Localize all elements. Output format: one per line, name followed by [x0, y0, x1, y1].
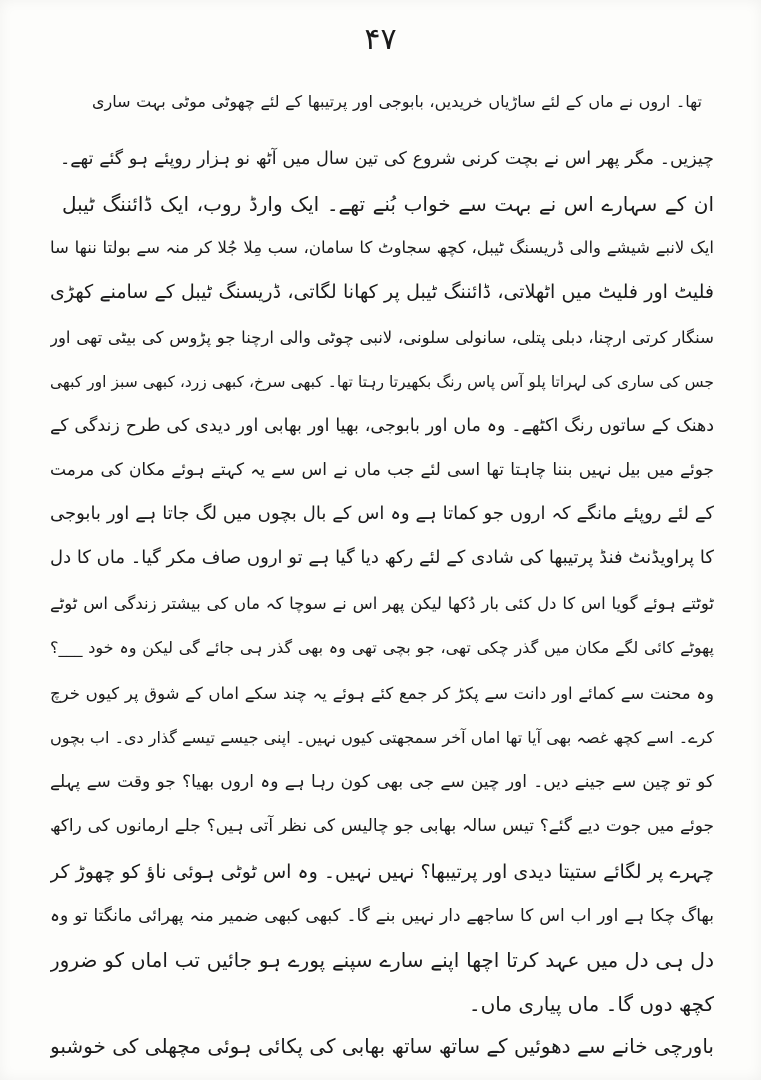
text-line: جس کی ساری کی لہراتا پلو آس پاس رنگ بکھیرتا رہتا تھا۔ کبھی سرخ، کبھی زرد، کبھی سبز اور کبھی — [50, 373, 714, 391]
text-line: کو تو چین سے جینے دیں۔ اور چین سے جی بھی کون رہا ہے وہ اروں بھیا؟ جو وقت سے پہلے — [50, 772, 714, 792]
text-line: ان کے سہارے اس نے بہت سے خواب بُنے تھے۔ ایک وارڈ روب، ایک ڈائننگ ٹیبل — [62, 192, 714, 216]
text-line: ایک لانبے شیشے والی ڈریسنگ ٹیبل، کچھ سجاوٹ کا سامان، سب مِلا جُلا کر منہ سے بولتا ننھا سا — [50, 238, 714, 257]
text-line: پھوٹے کائی لگے مکان میں گذر چکی تھی، جو بچی تھی وہ بھی گذر ہی جائے گی لیکن وہ خود ___؟ — [50, 638, 714, 657]
text-line: چہرے پر لگائے ستیتا دیدی اور پرتیبھا؟ نہیں نہیں۔ وہ اس ٹوٹی ہوئی ناؤ کو چھوڑ کر — [50, 861, 714, 883]
text-line: فلیٹ اور فلیٹ میں اٹھلاتی، ڈائننگ ٹیبل پر کھانا لگاتی، ڈریسنگ ٹیبل کے سامنے کھڑی — [50, 281, 714, 303]
text-line: دل ہی دل میں عہد کرتا اچھا اپنے سارے سپنے پورے ہو جائیں تب اماں کو ضرور — [50, 948, 714, 972]
text-line: سنگار کرتی ارچنا، دبلی پتلی، سانولی سلونی، لانبی چوٹی والی ارچنا جو پڑوس کی بیٹی تھی اور — [50, 328, 714, 347]
text-line: ٹوٹتے ہوئے گویا اس کا دل کئی بار دُکھا لیکن پھر اس نے سوچا کہ ماں کی بیشتر زندگی اس ٹوٹے — [50, 594, 714, 613]
text-line: کا پراویڈنٹ فنڈ پرتیبھا کی شادی کے لئے رکھ دیا گیا ہے تو اروں صاف مکر گیا۔ ماں کا دل — [50, 547, 714, 568]
text-line: باورچی خانے سے دھوئیں کے ساتھ ساتھ بھابی کی پکائی ہوئی مچھلی کی خوشبو — [50, 1034, 714, 1058]
text-line: کے لئے روپئے مانگے کہ اروں جو کماتا ہے وہ اس کے بال بچوں میں لگ جاتا ہے اور بابوجی — [50, 503, 714, 524]
text-line: چیزیں۔ مگر پھر اس نے بچت کرنی شروع کی تین سال میں آٹھ نو ہزار روپئے ہو گئے تھے۔ — [60, 149, 714, 169]
text-line: وہ محنت سے کمائے اور دانت سے پکڑ کر جمع کئے ہوئے یہ چند سکے اماں کے شوق پر کیوں خرچ — [50, 684, 714, 703]
text-line: کچھ دوں گا۔ ماں پیاری ماں۔ — [468, 992, 714, 1016]
text-line: دھنک کے ساتوں رنگ اکٹھے۔ وہ ماں اور بابوجی، بھیا اور بھابی اور دیدی کی طرح زندگی کے — [50, 416, 714, 436]
page-number: ۴۷ — [364, 22, 397, 57]
text-line: کرے۔ اسے کچھ غصہ بھی آیا تھا اماں آخر سمجھتی کیوں نہیں۔ اپنی جیسے تیسے گذار دی۔ اب بچوں — [50, 728, 714, 747]
text-line: تھا۔ اروں نے ماں کے لئے ساڑیاں خریدیں، بابوجی اور پرتیبھا کے لئے چھوٹی موٹی بہت ساری — [92, 92, 702, 111]
text-line: جوئے میں بیل نہیں بننا چاہتا تھا اسی لئے جب ماں نے اس سے یہ کہتے ہوئے مکان کی مرمت — [50, 460, 714, 480]
text-line: جوئے میں جوت دیے گئے؟ تیس سالہ بھابی جو چالیس کی نظر آتی ہیں؟ جلے ارمانوں کی راکھ — [50, 816, 714, 836]
text-line: بھاگ چکا ہے اور اب اس کا ساجھے دار نہیں بنے گا۔ کبھی کبھی ضمیر منہ پھرائی مانگتا تو وہ — [50, 906, 714, 926]
